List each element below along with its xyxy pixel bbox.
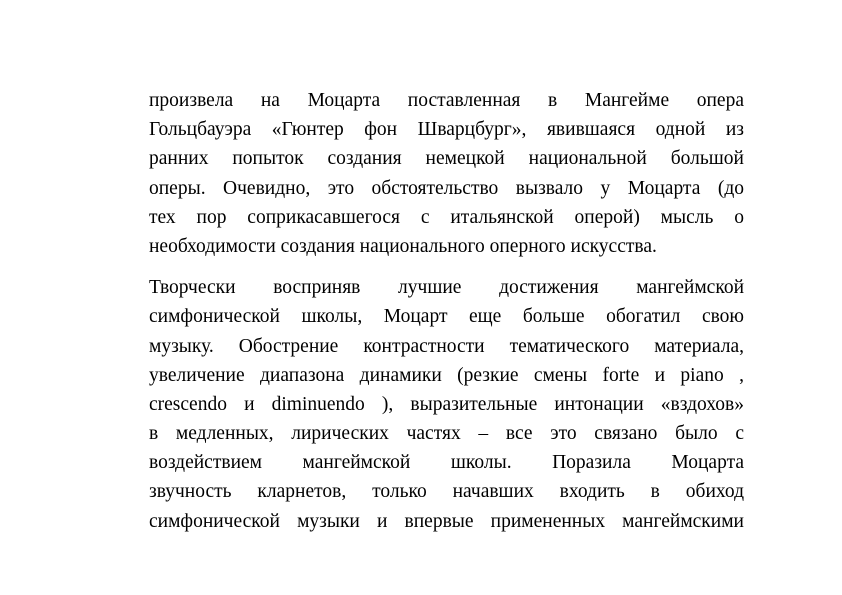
text-line: Творчески восприняв лучшие достижения мангеймской — [149, 277, 744, 299]
text-line: ранних попыток создания немецкой национальной большой — [149, 148, 744, 170]
paragraph-spacer — [149, 261, 744, 273]
text-line: crescendo и diminuendo ), выразительные интонации «вздохов» — [149, 393, 744, 415]
text-line: произвела на Моцарта поставленная в Мангейме опера — [149, 90, 744, 111]
body-text — [149, 86, 744, 536]
paragraph — [149, 273, 744, 536]
paragraph — [149, 86, 744, 261]
text-line: звучность кларнетов, только начавших входить в обиход — [149, 481, 744, 503]
text-line: тех пор соприкасавшегося с итальянской оперой) мысль о — [149, 206, 744, 228]
text-line: необходимости создания национального оперного искусства. — [149, 235, 657, 257]
text-line: увеличение диапазона динамики (резкие смены forte и piano , — [149, 364, 744, 386]
text-line: симфонической музыки и впервые примененных мангеймскими — [149, 510, 744, 532]
text-line: воздействием мангеймской школы. Поразила Моцарта — [149, 452, 744, 474]
text-line: музыку. Обострение контрастности тематического материала, — [149, 335, 744, 357]
text-line: симфонической школы, Моцарт еще больше обогатил свою — [149, 306, 744, 328]
text-line: в медленных, лирических частях – все это связано было с — [149, 423, 744, 445]
text-line: Гольцбауэра «Гюнтер фон Шварцбург», явившаяся одной из — [149, 119, 744, 141]
text-line: оперы. Очевидно, это обстоятельство вызвало у Моцарта (до — [149, 177, 744, 199]
